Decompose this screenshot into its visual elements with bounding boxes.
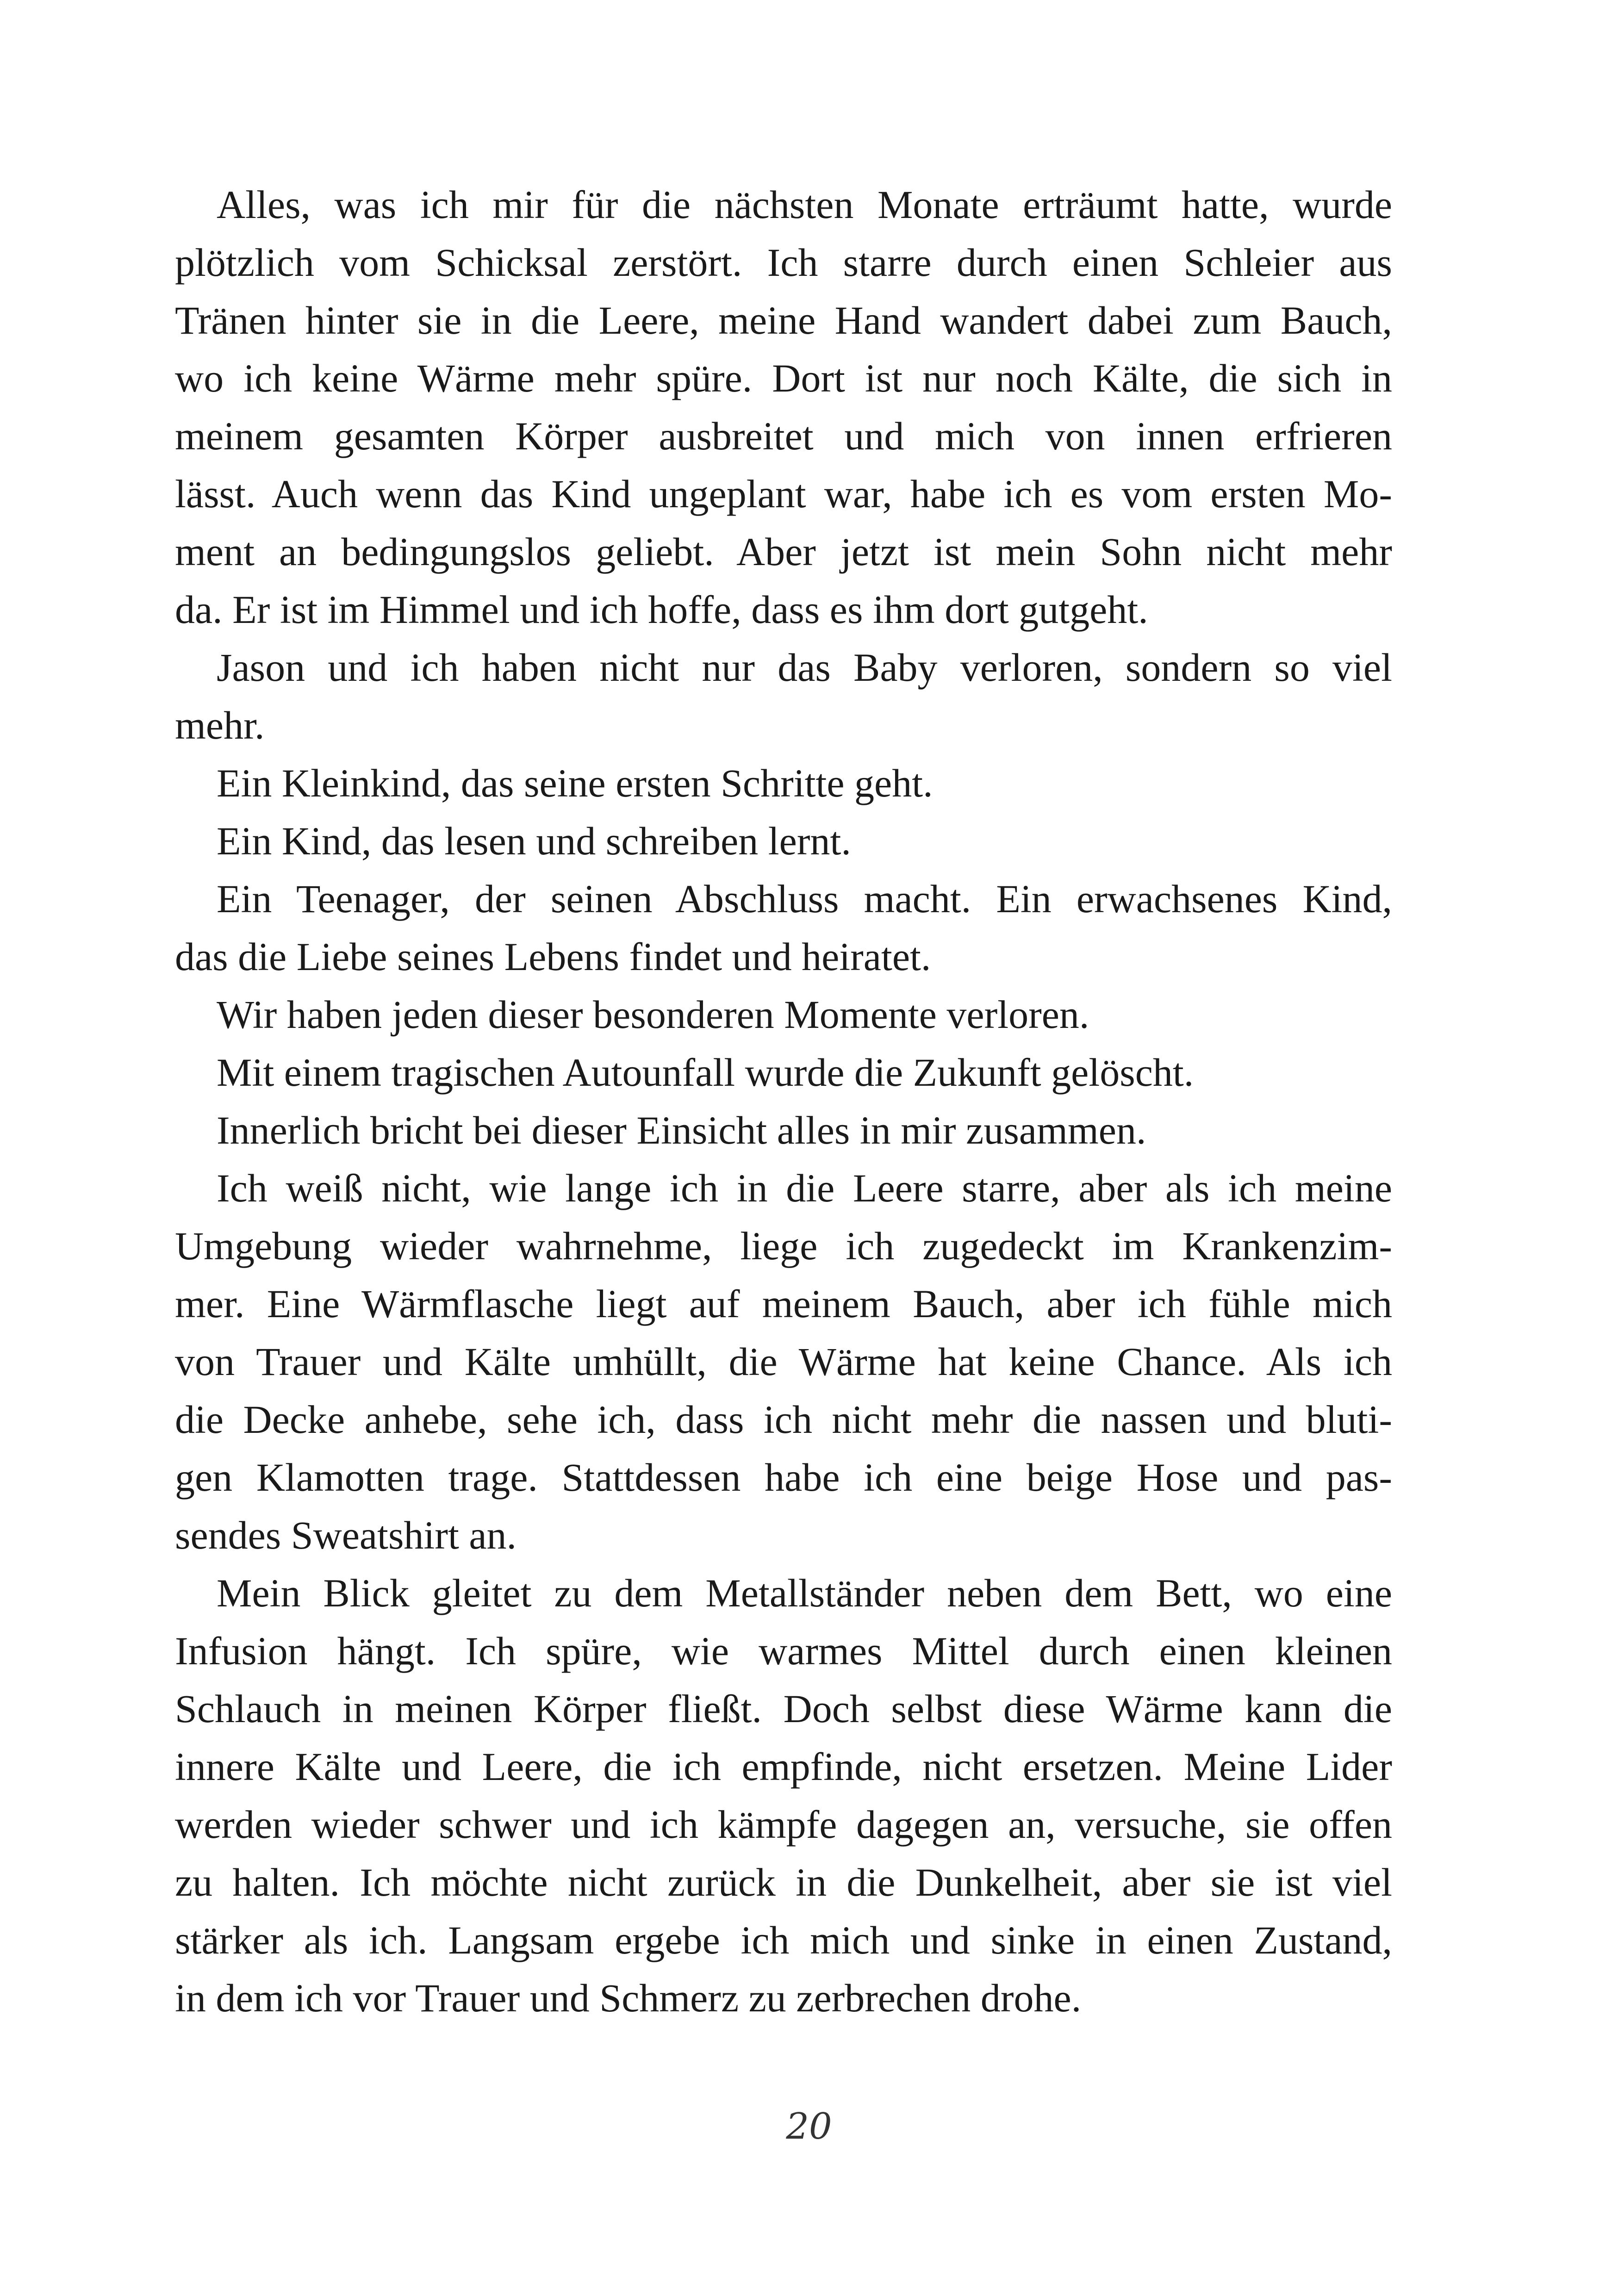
text-line: meinem gesamten Körper ausbreitet und mich von innen erfrieren [175,414,1392,458]
page-number: 20 [786,2106,832,2147]
text-line: innere Kälte und Leere, die ich empfinde, nicht ersetzen. Meine Lider [175,1744,1392,1789]
text-line: Ich weiß nicht, wie lange ich in die Leere starre, aber als ich meine [217,1166,1392,1210]
text-line: lässt. Auch wenn das Kind ungeplant war, habe ich es vom ersten Mo- [175,472,1392,516]
text-line: von Trauer und Kälte umhüllt, die Wärme hat keine Chance. Als ich [175,1339,1392,1384]
text-line: Innerlich bricht bei dieser Einsicht alles in mir zusammen. [217,1108,1146,1152]
text-line: Wir haben jeden dieser besonderen Momente verloren. [217,992,1089,1037]
text-line: Tränen hinter sie in die Leere, meine Hand wandert dabei zum Bauch, [175,298,1392,342]
text-line: Alles, was ich mir für die nächsten Monate erträumt hatte, wurde [217,182,1392,227]
text-line: Schlauch in meinen Körper fließt. Doch selbst diese Wärme kann die [175,1686,1392,1731]
text-line: in dem ich vor Trauer und Schmerz zu zerbrechen drohe. [175,1976,1082,2020]
text-line: Umgebung wieder wahrnehme, liege ich zugedeckt im Krankenzim- [175,1224,1392,1268]
text-line: plötzlich vom Schicksal zerstört. Ich starre durch einen Schleier aus [175,240,1392,285]
text-line: Ein Teenager, der seinen Abschluss macht. Ein erwachsenes Kind, [217,877,1392,921]
text-line: zu halten. Ich möchte nicht zurück in die Dunkelheit, aber sie ist viel [175,1860,1392,1904]
text-line: Ein Kind, das lesen und schreiben lernt. [217,819,851,863]
text-line: mer. Eine Wärmflasche liegt auf meinem Bauch, aber ich fühle mich [175,1282,1392,1326]
body-text [175,176,1392,2027]
text-line: Ein Kleinkind, das seine ersten Schritte geht. [217,761,933,805]
text-line: die Decke anhebe, sehe ich, dass ich nicht mehr die nassen und bluti- [175,1397,1392,1442]
text-line: mehr. [175,703,265,747]
text-line: Mein Blick gleitet zu dem Metallständer neben dem Bett, wo eine [217,1571,1392,1615]
text-line: Jason und ich haben nicht nur das Baby verloren, sondern so viel [217,645,1392,690]
text-line: sendes Sweatshirt an. [175,1513,517,1557]
text-line: stärker als ich. Langsam ergebe ich mich und sinke in einen Zustand, [175,1918,1392,1962]
text-line: Infusion hängt. Ich spüre, wie warmes Mittel durch einen kleinen [175,1629,1392,1673]
text-line: das die Liebe seines Lebens findet und heiratet. [175,934,931,979]
text-line: da. Er ist im Himmel und ich hoffe, dass es ihm dort gutgeht. [175,587,1148,632]
text-line: werden wieder schwer und ich kämpfe dagegen an, versuche, sie offen [175,1802,1392,1847]
text-line: ment an bedingungslos geliebt. Aber jetzt ist mein Sohn nicht mehr [175,529,1392,574]
text-line: gen Klamotten trage. Stattdessen habe ich eine beige Hose und pas- [175,1455,1392,1500]
text-line: Mit einem tragischen Autounfall wurde die Zukunft gelöscht. [217,1050,1194,1095]
text-line: wo ich keine Wärme mehr spüre. Dort ist nur noch Kälte, die sich in [175,356,1392,400]
